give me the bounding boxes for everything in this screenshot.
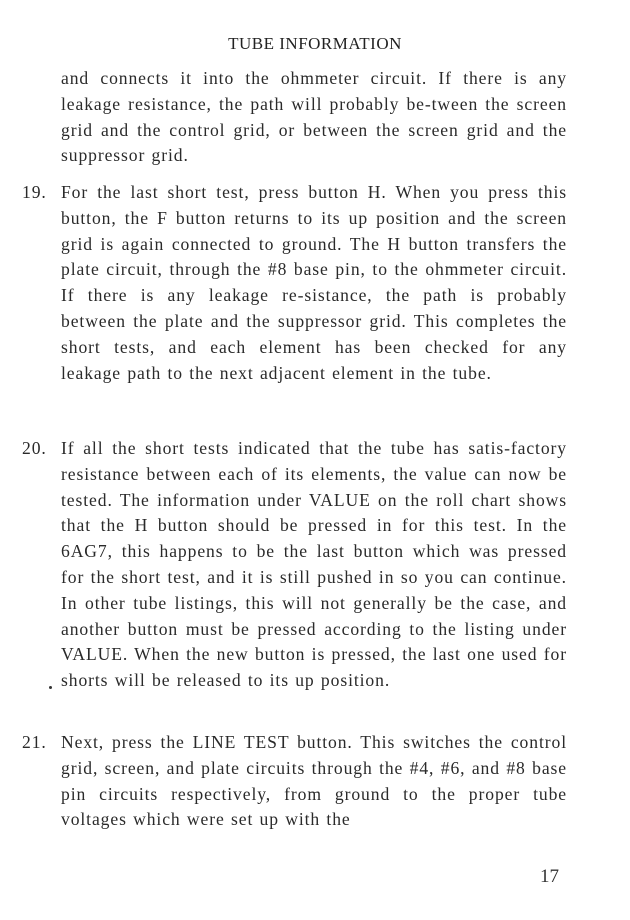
continuation-paragraph: and connects it into the ohmmeter circuit. If there is any leakage resistance, the path will probably be-tween the screen grid and the control grid, or between the screen grid and the suppressor grid. — [61, 68, 567, 166]
item-number: 19. — [22, 182, 47, 202]
item-text: If all the short tests indicated that the tube has satis-factory resistance between each of its elements, the value can now be tested. The information under VALUE on the roll chart shows that the H button should be pressed in for this test. In the 6AG7, this happens to be the last button which was pressed for the short test, and it is still pushed in so you can continue. In other tube listings, this will not generally be the case, and another button must be pressed according to the listing under VALUE. When the new button is pressed, the last one used for shorts will be released to its up position. — [61, 438, 567, 691]
list-item-21 — [22, 730, 567, 833]
list-item-20 — [22, 436, 567, 694]
list-item-19 — [22, 180, 567, 386]
item-number: 21. — [22, 732, 47, 752]
item-number: 20. — [22, 438, 47, 458]
item-text: For the last short test, press button H. When you press this button, the F button returns to its up position and the screen grid is again connected to ground. The H button transfers the plate circuit, through the #8 base pin, to the ohmmeter circuit. If there is any leakage re-sistance, the path is probably between the plate and the suppressor grid. This completes the short tests, and each element has been checked for any leakage path to the next adjacent element in the tube. — [61, 182, 567, 383]
page-number: 17 — [540, 866, 559, 887]
running-head: TUBE INFORMATION — [228, 34, 402, 53]
stray-ink-mark — [49, 686, 52, 689]
item-text: Next, press the LINE TEST button. This switches the control grid, screen, and plate circuits through the #4, #6, and #8 base pin circuits respectively, from ground to the proper tube voltages which were set up with the — [61, 732, 567, 830]
